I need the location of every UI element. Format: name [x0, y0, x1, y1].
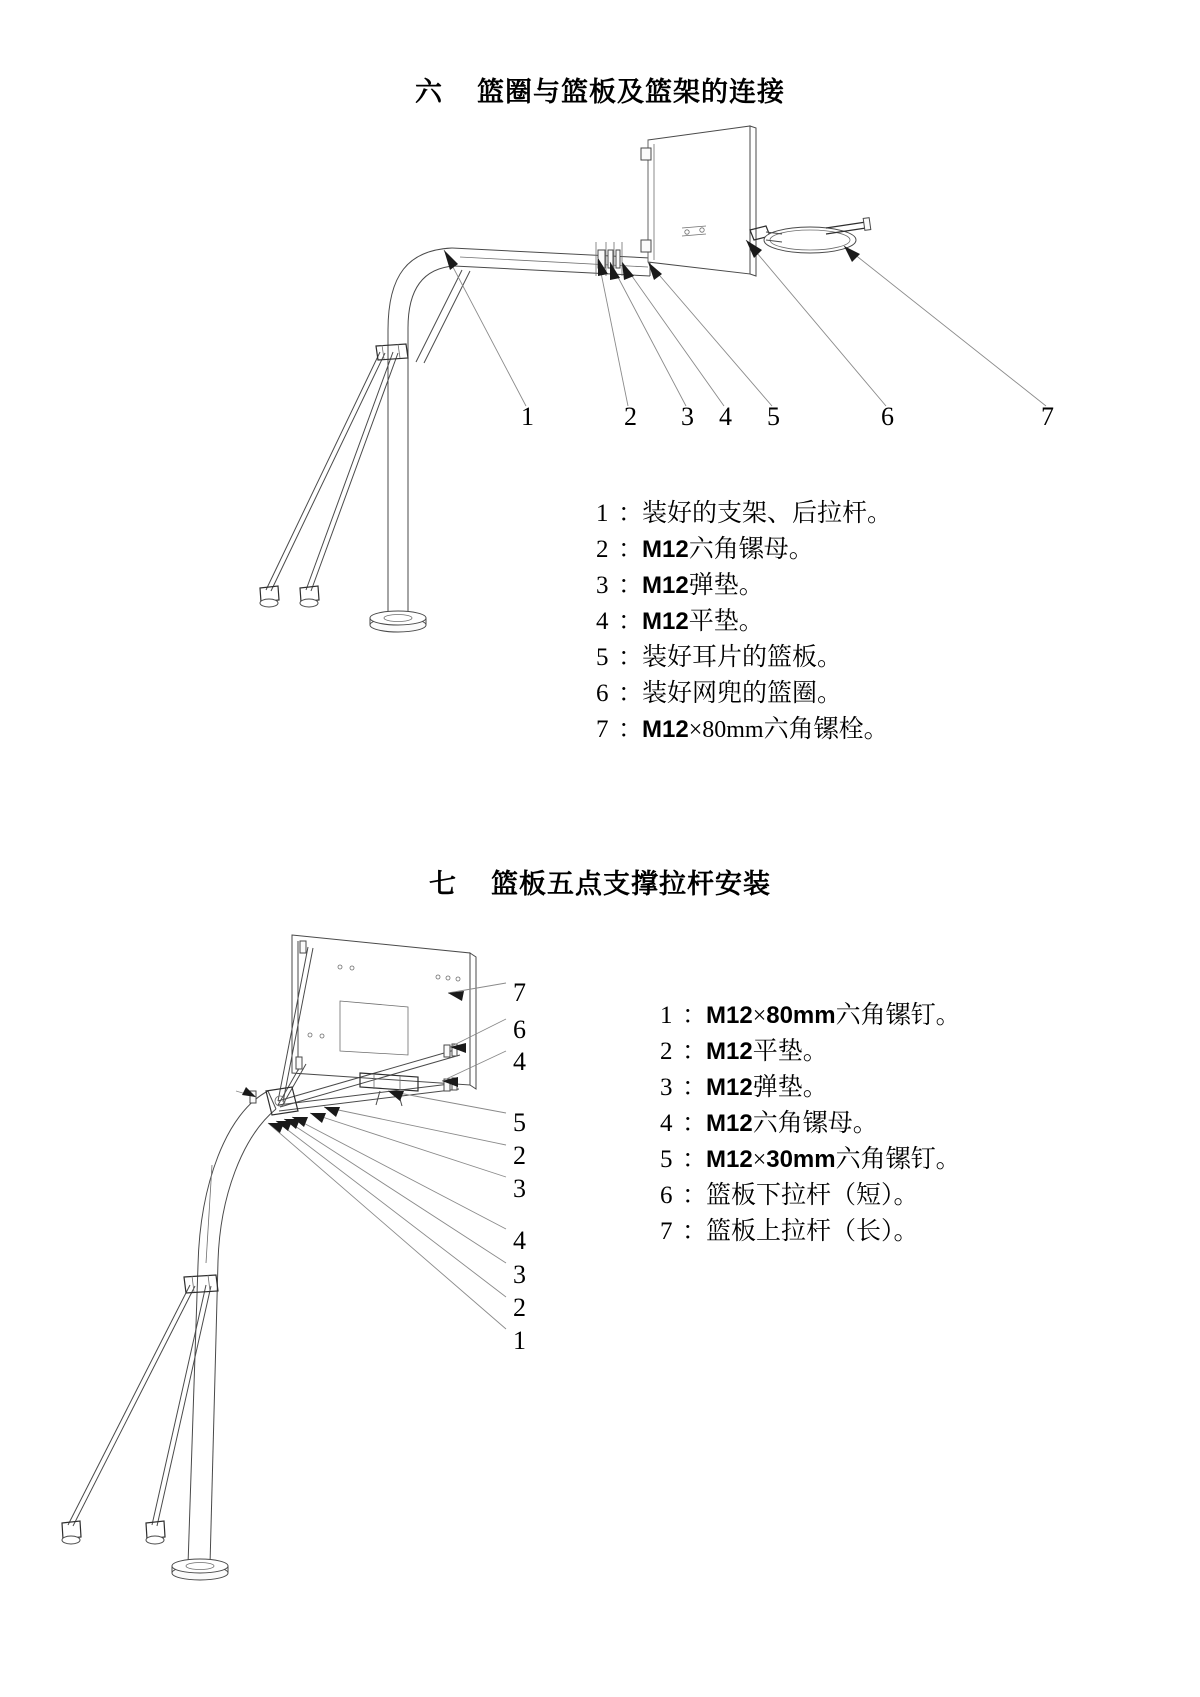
callout-7-e: 2	[513, 1141, 526, 1170]
legend-index: 4	[660, 1110, 673, 1137]
legend-spec-code: M12	[706, 1038, 753, 1065]
legend-label: 篮板上拉杆（长）。	[706, 1218, 919, 1245]
base-plate	[370, 611, 426, 632]
section-6-legend	[596, 496, 892, 748]
rear-brace-rods	[260, 344, 408, 607]
legend-label-text: 平垫。	[688, 608, 764, 635]
legend-colon: ：	[618, 680, 644, 707]
legend-spec-code: M12	[642, 536, 689, 563]
legend-index: 5	[660, 1146, 673, 1173]
legend-label-text: 六角镙栓。	[763, 716, 889, 743]
legend-label-text: 弹垫。	[688, 572, 764, 599]
legend-label: 装好耳片的篮板。	[642, 644, 843, 671]
legend-index: 6	[660, 1182, 673, 1209]
callout-7-c: 4	[513, 1047, 526, 1076]
legend-label: 篮板下拉杆（短）。	[706, 1182, 919, 1209]
legend-item	[660, 1178, 961, 1214]
legend-colon: ：	[618, 572, 644, 599]
legend-mult-sign: ×	[752, 1003, 767, 1029]
legend-index: 3	[596, 572, 609, 599]
callout-6-4: 4	[719, 402, 732, 431]
section-6-title-text: 篮圈与篮板及篮架的连接	[477, 77, 785, 107]
legend-colon: ：	[618, 644, 644, 671]
legend-item	[596, 640, 892, 676]
basketball-rim-assembly	[750, 218, 871, 253]
legend-colon: ：	[682, 1182, 708, 1209]
legend-index: 2	[596, 536, 609, 563]
legend-item	[596, 676, 892, 712]
legend-colon: ：	[682, 1146, 708, 1173]
legend-label	[642, 604, 764, 640]
section-7-title-text: 篮板五点支撑拉杆安装	[491, 869, 771, 899]
section-7-title	[0, 862, 1200, 901]
legend-index: 6	[596, 680, 609, 707]
legend-item	[596, 712, 892, 748]
section-7-assembly-drawing	[40, 905, 560, 1605]
callout-6-6: 6	[881, 402, 894, 431]
callout-7-j: 1	[513, 1326, 526, 1355]
callout-7-h: 3	[513, 1260, 526, 1289]
legend-mult-sign: ×	[752, 1147, 767, 1173]
legend-label: 装好的支架、后拉杆。	[642, 500, 893, 527]
legend-spec-code: M12	[706, 1074, 753, 1101]
legend-label	[642, 712, 889, 748]
legend-item	[660, 1070, 961, 1106]
backboard-panel-7	[292, 935, 476, 1089]
legend-item	[660, 998, 961, 1034]
base-plate-7	[172, 1559, 228, 1580]
callout-6-7: 7	[1041, 402, 1054, 431]
legend-spec-length: 30mm	[766, 1146, 836, 1173]
legend-item	[660, 1034, 961, 1070]
legend-label-text: 六角镙母。	[752, 1110, 878, 1137]
legend-spec-code: M12	[642, 716, 689, 743]
legend-label	[706, 998, 961, 1034]
backboard-panel	[641, 126, 756, 276]
legend-item	[660, 1214, 961, 1250]
legend-spec-code: M12	[706, 1146, 753, 1173]
legend-colon: ：	[682, 1038, 708, 1065]
legend-index: 7	[660, 1218, 673, 1245]
legend-colon: ：	[618, 536, 644, 563]
legend-label: 装好网兜的篮圈。	[642, 680, 843, 707]
legend-label-text: 平垫。	[752, 1038, 828, 1065]
legend-colon: ：	[682, 1074, 708, 1101]
legend-spec-code: M12	[642, 572, 689, 599]
callout-7-f: 3	[513, 1174, 526, 1203]
legend-item	[596, 532, 892, 568]
legend-index: 1	[660, 1002, 673, 1029]
legend-label	[706, 1034, 828, 1070]
legend-spec-code: M12	[642, 608, 689, 635]
legend-colon: ：	[618, 608, 644, 635]
section-7-number: 七	[429, 869, 457, 899]
callout-7-b: 6	[513, 1015, 526, 1044]
legend-index: 1	[596, 500, 609, 527]
legend-label-text: 弹垫。	[752, 1074, 828, 1101]
legend-index: 2	[660, 1038, 673, 1065]
legend-index: 4	[596, 608, 609, 635]
legend-label	[706, 1070, 828, 1106]
rear-brace-rods-7	[62, 1275, 218, 1544]
legend-item	[660, 1142, 961, 1178]
callout-6-5: 5	[767, 402, 780, 431]
legend-mult-sign: ×	[688, 717, 703, 743]
legend-item	[660, 1106, 961, 1142]
legend-colon: ：	[682, 1110, 708, 1137]
legend-colon: ：	[682, 1002, 708, 1029]
legend-index: 7	[596, 716, 609, 743]
legend-index: 3	[660, 1074, 673, 1101]
callout-7-d: 5	[513, 1108, 526, 1137]
legend-label	[706, 1142, 961, 1178]
legend-index: 5	[596, 644, 609, 671]
legend-item	[596, 604, 892, 640]
legend-spec-length: 80mm	[766, 1002, 836, 1029]
callout-6-3: 3	[681, 402, 694, 431]
legend-label	[642, 532, 814, 568]
legend-label	[706, 1106, 878, 1142]
callout-6-2: 2	[624, 402, 637, 431]
legend-item	[596, 568, 892, 604]
callout-6-1: 1	[521, 402, 534, 431]
callout-7-g: 4	[513, 1226, 526, 1255]
legend-label-text: 六角镙钉。	[835, 1146, 961, 1173]
callout-7-a: 7	[513, 978, 526, 1007]
legend-label	[642, 568, 764, 604]
legend-label-text: 六角镙母。	[688, 536, 814, 563]
legend-label-text: 六角镙钉。	[835, 1002, 961, 1029]
legend-spec-code: M12	[706, 1110, 753, 1137]
callout-7-i: 2	[513, 1293, 526, 1322]
legend-colon: ：	[618, 500, 644, 527]
legend-item	[596, 496, 892, 532]
legend-spec-code: M12	[706, 1002, 753, 1029]
legend-spec-length: 80mm	[702, 717, 764, 743]
section-6-number: 六	[415, 77, 443, 107]
section-7-legend	[660, 998, 961, 1250]
legend-colon: ：	[618, 716, 644, 743]
legend-colon: ：	[682, 1218, 708, 1245]
